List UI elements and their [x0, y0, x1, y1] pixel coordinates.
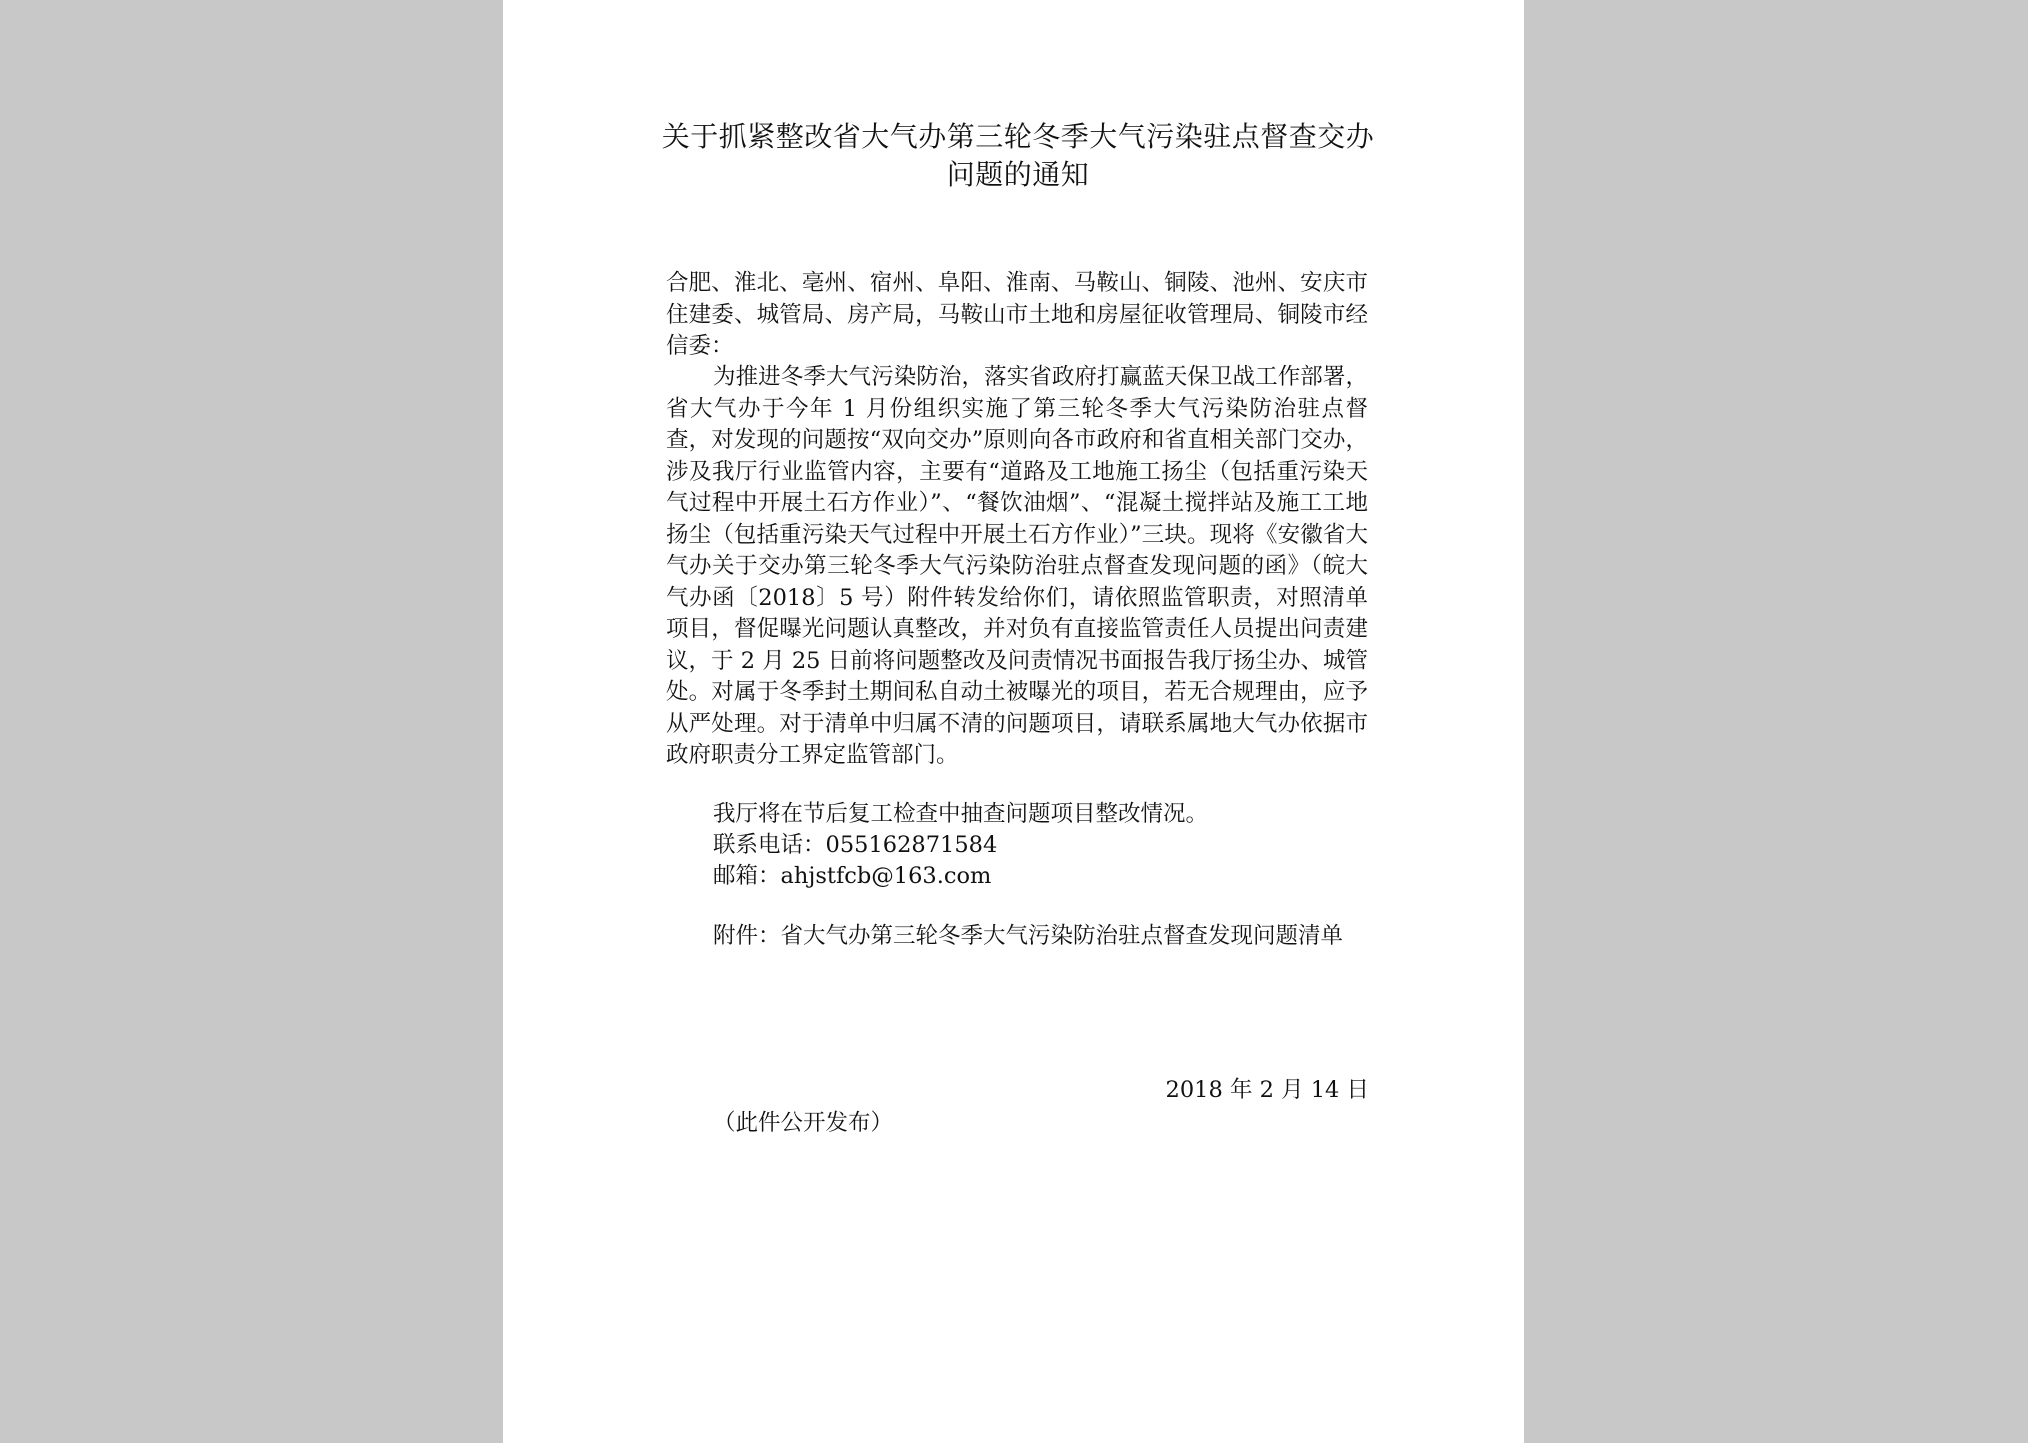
addressee-line: 合肥、淮北、亳州、宿州、阜阳、淮南、马鞍山、铜陵、池州、安庆市住建委、城管局、房产局，马鞍山市土地和房屋征收管理局、铜陵市经信委： [666, 270, 1368, 359]
issue-date: 2018 年 2 月 14 日 [1165, 1077, 1369, 1103]
document-title: 关于抓紧整改省大气办第三轮冬季大气污染驻点督查交办问题的通知 [661, 120, 1375, 191]
document-page [503, 0, 1524, 1443]
attachment-note: 附件：省大气办第三轮冬季大气污染防治驻点督查发现问题清单 [713, 923, 1344, 949]
public-release-note: （此件公开发布） [713, 1110, 894, 1136]
contact-email: 邮箱：ahjstfcb@163.com [713, 863, 992, 889]
recheck-paragraph: 我厅将在节后复工检查中抽查问题项目整改情况。 [713, 801, 1209, 827]
contact-phone: 联系电话：055162871584 [713, 832, 998, 858]
main-paragraph: 为推进冬季大气污染防治，落实省政府打赢蓝天保卫战工作部署，省大气办于今年 1 月份组织实施了第三轮冬季大气污染防治驻点督查，对发现的问题按“双向交办”原则向各市政府和省直相关部门交办，涉及我厅行业监管内容，主要有“道路及工地施工扬尘（包括重污染天气过程中开展土石方作业）”、“餐饮油烟”、“混凝土搅拌站及施工工地扬尘（包括重污染天气过程中开展土石方作业）”三块。现将《安徽省大气办关于交办第三轮冬季大气污染防治驻点督查发现问题的函》（皖大气办函〔2018〕5 号）附件转发给你们，请依照监管职责，对照清单项目，督促曝光问题认真整改，并对负有直接监管责任人员提出问责建议，于 2 月 25 日前将问题整改及问责情况书面报告我厅扬尘办、城管处。对属于冬季封土期间私自动土被曝光的项目，若无合规理由，应予从严处理。对于清单中归属不清的问题项目，请联系属地大气办依据市政府职责分工界定监管部门。 [666, 364, 1368, 768]
